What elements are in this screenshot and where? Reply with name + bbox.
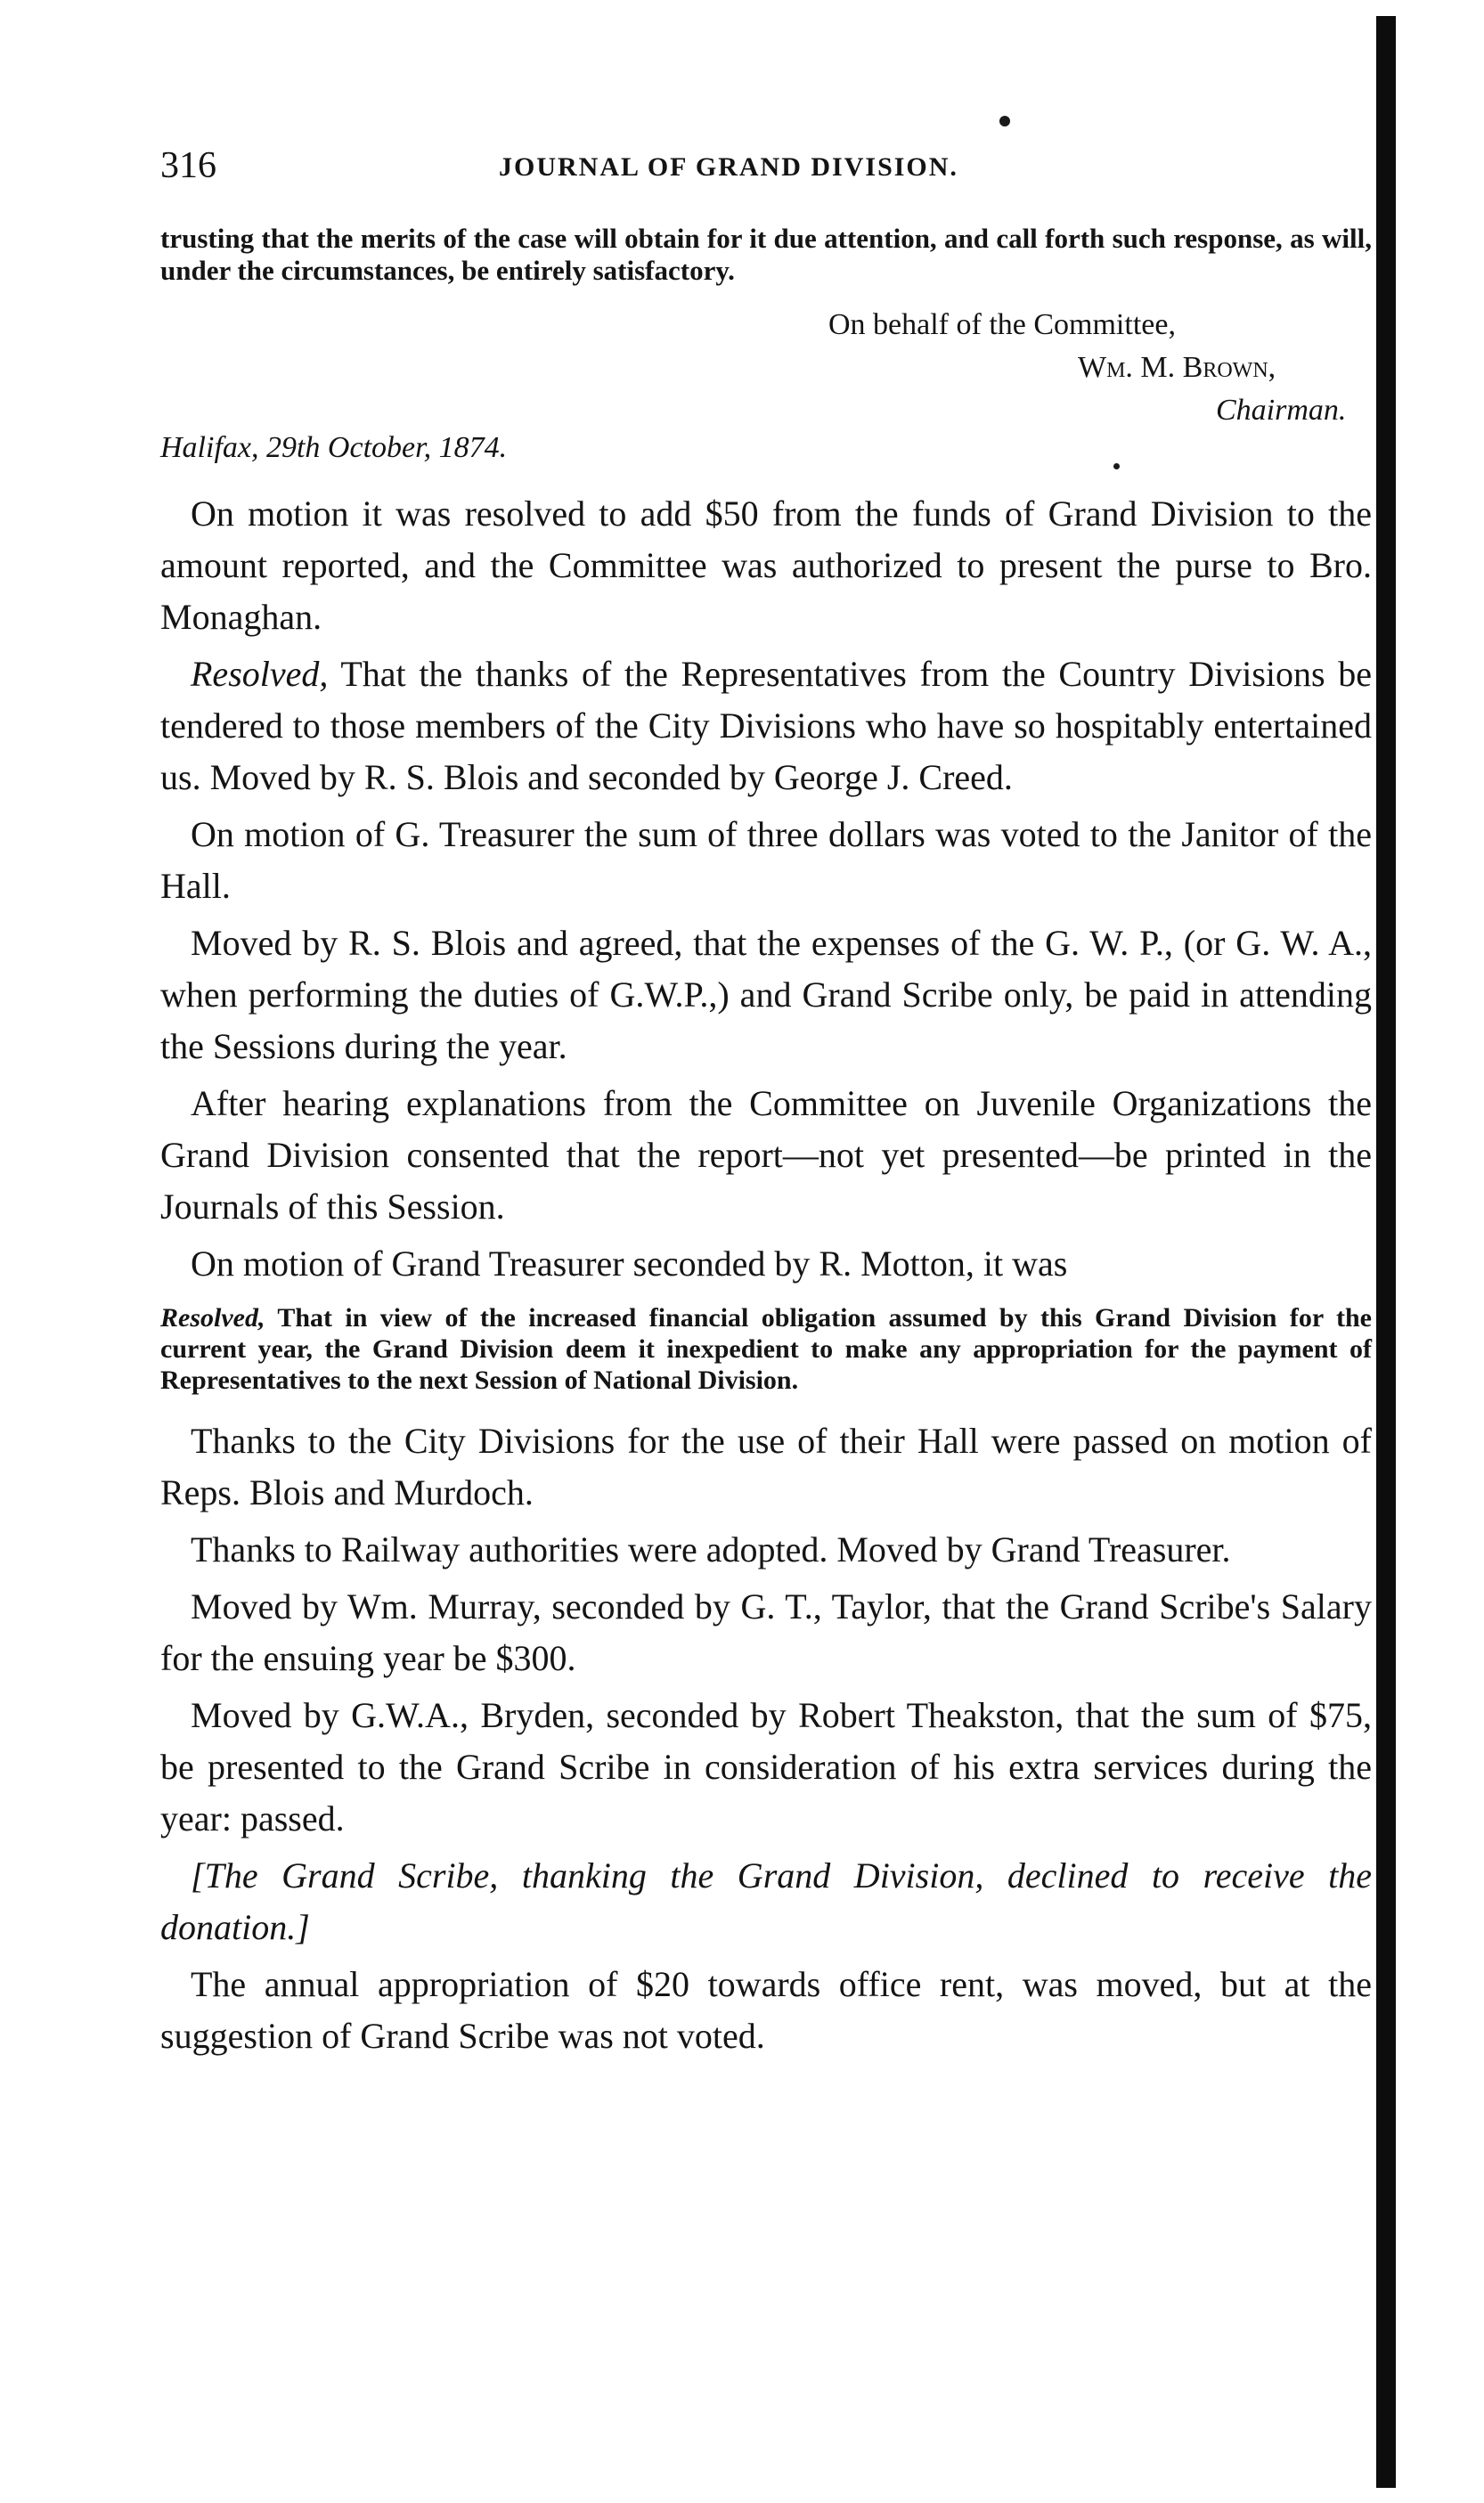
place-and-date: Halifax, 29th October, 1874. xyxy=(160,431,508,464)
bracketed-note: [The Grand Scribe, thanking the Grand Division, declined to receive the donation.] xyxy=(160,1855,1372,1947)
minute-paragraph: Resolved, That the thanks of the Representatives from the Country Divisions be tendered to those members of the City Divisions who have so hospitably entertained us. Moved by R. S. Blois and seconded by George J. Creed. xyxy=(160,654,1372,797)
minute-paragraph: Thanks to Railway authorities were adopted. Moved by Grand Treasurer. xyxy=(191,1529,1231,1569)
resolution-block: Resolved, That in view of the increased financial obligation assumed by this Grand Division for the current year, the Grand Division deem it inexpedient to make any appropriation for the payment of Representatives to the next Session of National Division. xyxy=(160,1303,1372,1395)
page-number: 316 xyxy=(160,145,216,186)
signer-title: Chairman. xyxy=(1216,394,1347,427)
minute-paragraph: The annual appropriation of $20 towards office rent, was moved, but at the suggestion of Grand Scribe was not voted. xyxy=(160,1964,1372,2056)
closing-text: trusting that the merits of the case will obtain for it due attention, and call forth such response, as will, under the circumstances, be entirely satisfactory. xyxy=(160,223,1372,286)
print-speck xyxy=(1113,463,1120,469)
minute-paragraph: Moved by R. S. Blois and agreed, that the expenses of the G. W. P., (or G. W. A., when performing the duties of G.W.P.,) and Grand Scribe only, be paid in attending the Sessions during the year. xyxy=(160,923,1372,1066)
page-edge-shadow xyxy=(1376,16,1396,2488)
minutes-body xyxy=(160,488,1372,2062)
minute-paragraph: On motion it was resolved to add $50 from the funds of Grand Division to the amount reported, and the Committee was authorized to present the purse to Bro. Monaghan. xyxy=(160,493,1372,637)
minute-paragraph: Moved by Wm. Murray, seconded by G. T., Taylor, that the Grand Scribe's Salary for the ensuing year be $300. xyxy=(160,1586,1372,1678)
signer-name: Wm. M. Brown, xyxy=(1078,351,1276,384)
minute-paragraph: After hearing explanations from the Committee on Juvenile Organizations the Grand Division consented that the report—not yet presented—be printed in the Journals of this Session. xyxy=(160,1083,1372,1227)
minute-paragraph: Thanks to the City Divisions for the use of their Hall were passed on motion of Reps. Blois and Murdoch. xyxy=(160,1421,1372,1512)
page-header xyxy=(160,143,1372,189)
on-behalf-line: On behalf of the Committee, xyxy=(828,308,1176,341)
minute-paragraph: On motion of Grand Treasurer seconded by R. Motton, it was xyxy=(191,1243,1068,1284)
minute-paragraph: Moved by G.W.A., Bryden, seconded by Robert Theakston, that the sum of $75, be presented to the Grand Scribe in consideration of his extra services during the year: passed. xyxy=(160,1695,1372,1839)
running-head: JOURNAL OF GRAND DIVISION. xyxy=(499,152,958,182)
minute-paragraph: On motion of G. Treasurer the sum of three dollars was voted to the Janitor of the Hall. xyxy=(160,814,1372,906)
print-speck xyxy=(999,116,1010,126)
